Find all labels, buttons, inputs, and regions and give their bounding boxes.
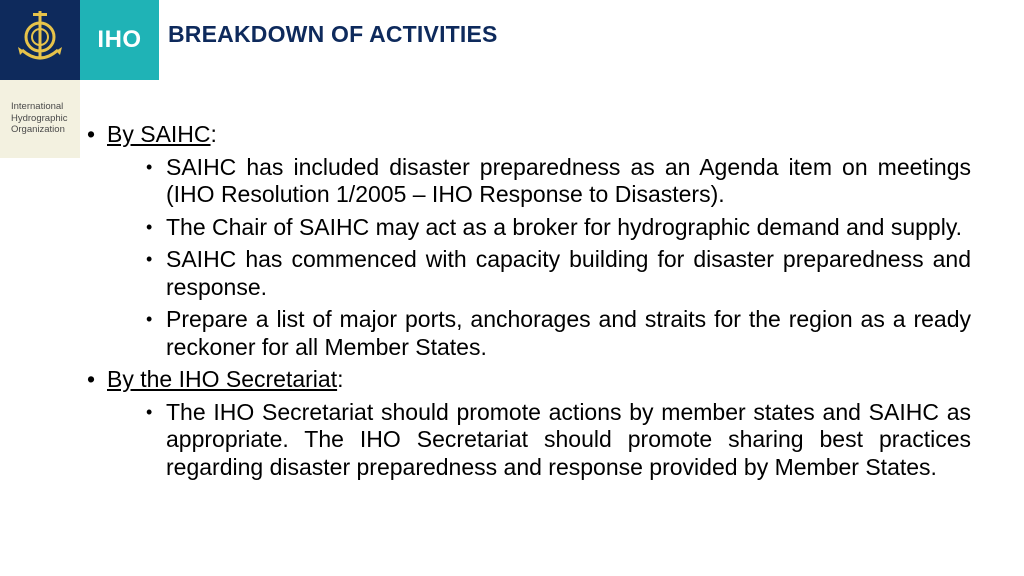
section-saihc <box>87 121 971 361</box>
org-name-line: Organization <box>11 124 65 135</box>
anchor-emblem-icon <box>0 0 80 80</box>
section-heading: • By the IHO Secretariat: <box>107 366 344 392</box>
section-iho-secretariat <box>87 366 971 481</box>
org-name-line: Hydrographic <box>11 112 68 124</box>
page-title: BREAKDOWN OF ACTIVITIES <box>168 21 498 47</box>
org-name-line: International <box>11 101 64 112</box>
bullet-item: • SAIHC has included disaster preparedness as an Agenda item on meetings (IHO Resolution 1/2005 – IHO Response to Disasters). <box>146 154 971 209</box>
bullet-item: • SAIHC has commenced with capacity building for disaster preparedness and response. <box>146 246 971 301</box>
organization-name <box>0 80 80 158</box>
section-heading: • By SAIHC: <box>107 121 217 147</box>
iho-logo-mark: IHO <box>80 0 159 80</box>
section-heading-label: By SAIHC <box>107 121 211 147</box>
section-heading-label: By the IHO Secretariat <box>107 366 338 392</box>
iho-emblem <box>0 0 80 80</box>
bullet-item: • The Chair of SAIHC may act as a broker for hydrographic demand and supply. <box>146 214 971 242</box>
bullet-item: • The IHO Secretariat should promote actions by member states and SAIHC as appropriate. The IHO Secretariat should promote sharing best practices regarding disaster preparedness and response provided by Member States. <box>146 399 971 482</box>
slide-body <box>87 121 971 481</box>
bullet-item: • Prepare a list of major ports, anchorages and straits for the region as a ready reckoner for all Member States. <box>146 306 971 361</box>
